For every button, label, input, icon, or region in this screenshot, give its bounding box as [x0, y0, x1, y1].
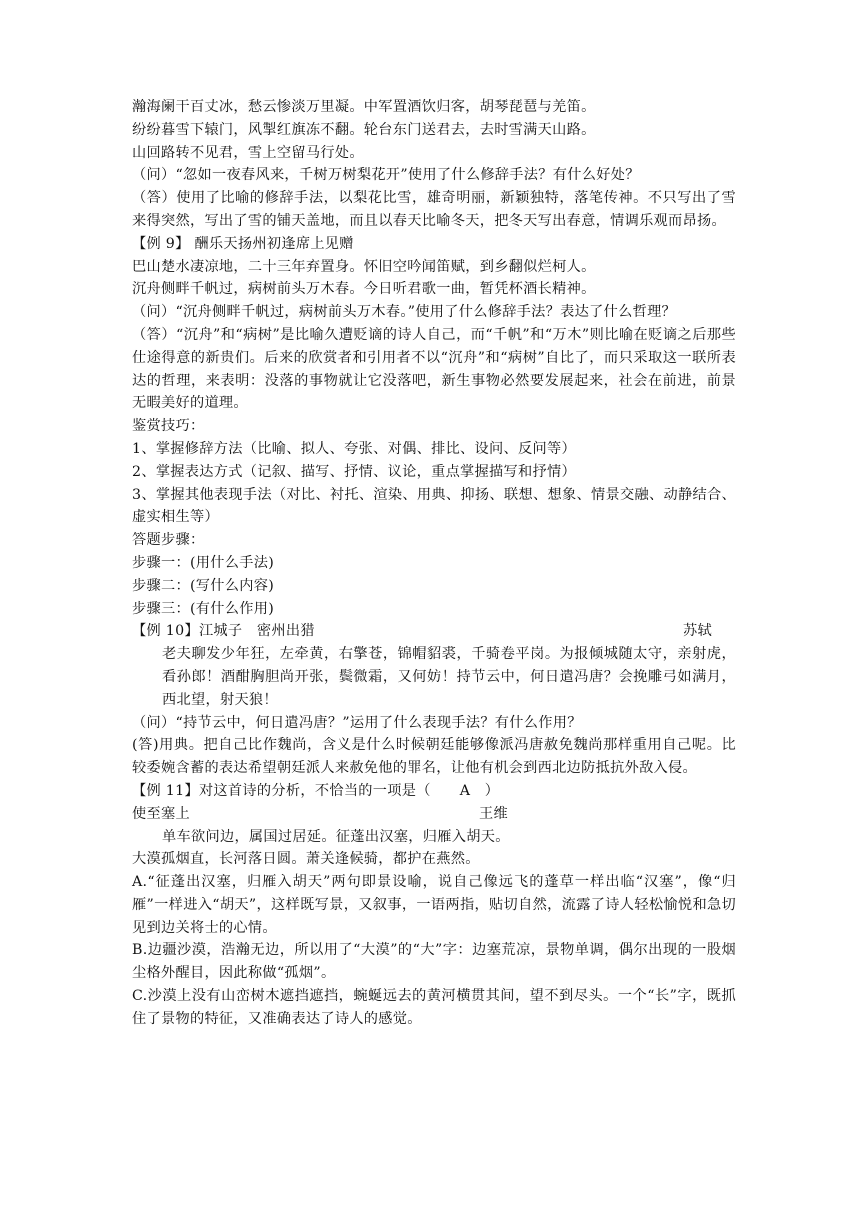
example-11-prompt: 对这首诗的分析，不恰当的一项是（ A ）	[198, 782, 500, 799]
question-8: （问）“忽如一夜春风来，千树万树梨花开”使用了什么修辞手法？有什么好处？	[132, 167, 640, 184]
steps-heading: 答题步骤：	[132, 532, 205, 549]
example-10-title: 江城子 密州出猎	[198, 623, 315, 640]
option-c: C.沙漠上没有山峦树木遮挡遮挡，蜿蜒远去的黄河横贯其间，望不到尽头。一个“长”字，既抓住了景物的特征，又准确表达了诗人的感觉。	[132, 988, 736, 1027]
question-9: （问）“沉舟侧畔千帆过，病树前头万木春。”使用了什么修辞手法？表达了什么哲理？	[132, 304, 677, 321]
step-item: 步骤二：(写什么内容)	[132, 577, 275, 594]
example-10-author: 苏轼	[683, 623, 712, 640]
question-10: （问）“持节云中，何日遣冯唐？”运用了什么表现手法？有什么作用？	[132, 714, 582, 731]
example-11-poem-header	[132, 803, 736, 826]
example-11-author: 王维	[479, 805, 508, 822]
example-11-poem-title: 使至塞上	[132, 805, 190, 822]
poem-line: 瀚海阑干百丈冰，愁云惨淡万里凝。中军置酒饮归客，胡琴琵琶与羌笛。	[132, 99, 596, 115]
answer-9: （答）“沉舟”和“病树”是比喻久遭贬谪的诗人自己，而“千帆”和“万木”则比喻在贬谪之后那些仕途得意的新贵们。后来的欣赏者和引用者不以“沉舟”和“病树”自比了，而只采取这一联所表达的哲理，来表明：没落的事物就让它没落吧，新生事物必然要发展起来，社会在前进，前景无暇美好的道理。	[132, 326, 736, 412]
answer-8: （答）使用了比喻的修辞手法，以梨花比雪，雄奇明丽，新颖独特，落笔传神。不只写出了雪来得突然，写出了雪的铺天盖地，而且以春天比喻冬天，把冬天写出春意，情调乐观而昂扬。	[132, 190, 736, 229]
example-9-label: 【例 9】	[132, 235, 190, 252]
poem-line: 大漠孤烟直，长河落日圆。萧关逢候骑，都护在燕然。	[132, 851, 480, 868]
poem-line: 纷纷暮雪下辕门，风掣红旗冻不翻。轮台东门送君去，去时雪满天山路。	[132, 121, 596, 138]
answer-10: (答)用典。把自己比作魏尚，含义是什么时候朝廷能够像派冯唐赦免魏尚那样重用自己呢。比较委婉含蓄的表达希望朝廷派人来赦免他的罪名，让他有机会到西北边防抵抗外敌入侵。	[132, 737, 736, 777]
step-item: 步骤三：(有什么作用)	[132, 600, 275, 617]
poem-line: 沉舟侧畔千帆过，病树前头万木春。今日听君歌一曲，暂凭杯酒长精神。	[132, 281, 596, 298]
poem-line: 巴山楚水凄凉地，二十三年弃置身。怀旧空吟闻笛赋，到乡翻似烂柯人。	[132, 258, 596, 275]
step-item: 步骤一：(用什么手法)	[132, 554, 275, 571]
example-11-heading	[132, 780, 736, 803]
example-10-poem: 老夫聊发少年狂，左牵黄，右擎苍，锦帽貂裘，千骑卷平岗。为报倾城随太守，亲射虎，看孙郎！酒酣胸胆尚开张，鬓微霜，又何妨！持节云中，何日遣冯唐？会挽雕弓如满月，西北望，射天狼！	[162, 646, 736, 708]
document-page	[132, 96, 736, 1031]
poem-line: 山回路转不见君，雪上空留马行处。	[132, 144, 364, 161]
example-9-title: 酬乐天扬州初逢席上见赠	[194, 235, 354, 252]
skill-item: 1、掌握修辞方法（比喻、拟人、夸张、对偶、排比、设问、反问等）	[132, 440, 576, 457]
poem-line: 单车欲问边，属国过居延。征蓬出汉塞，归雁入胡天。	[162, 828, 510, 845]
example-9-heading	[132, 233, 736, 256]
skills-heading: 鉴赏技巧：	[132, 418, 205, 435]
skill-item: 3、掌握其他表现手法（对比、衬托、渲染、用典、抑扬、联想、想象、情景交融、动静结合、虚实相生等）	[132, 486, 736, 526]
skill-item: 2、掌握表达方式（记叙、描写、抒情、议论，重点掌握描写和抒情）	[132, 463, 576, 480]
example-10-label: 【例 10】	[132, 623, 199, 640]
option-a: A.“征蓬出汉塞，归雁入胡天”两句即景设喻，说自己像远飞的蓬草一样出临“汉塞”，像“归雁”一样进入“胡天”，这样既写景，又叙事，一语两指，贴切自然，流露了诗人轻松愉悦和急切见到边关将士的心情。	[132, 874, 736, 936]
example-11-label: 【例 11】	[132, 782, 199, 799]
option-b: B.边疆沙漠，浩瀚无边，所以用了“大漠”的“大”字：边塞荒凉，景物单调，偶尔出现的一股烟尘格外醒目，因此称做“孤烟”。	[132, 942, 736, 982]
example-10-heading	[132, 620, 736, 643]
